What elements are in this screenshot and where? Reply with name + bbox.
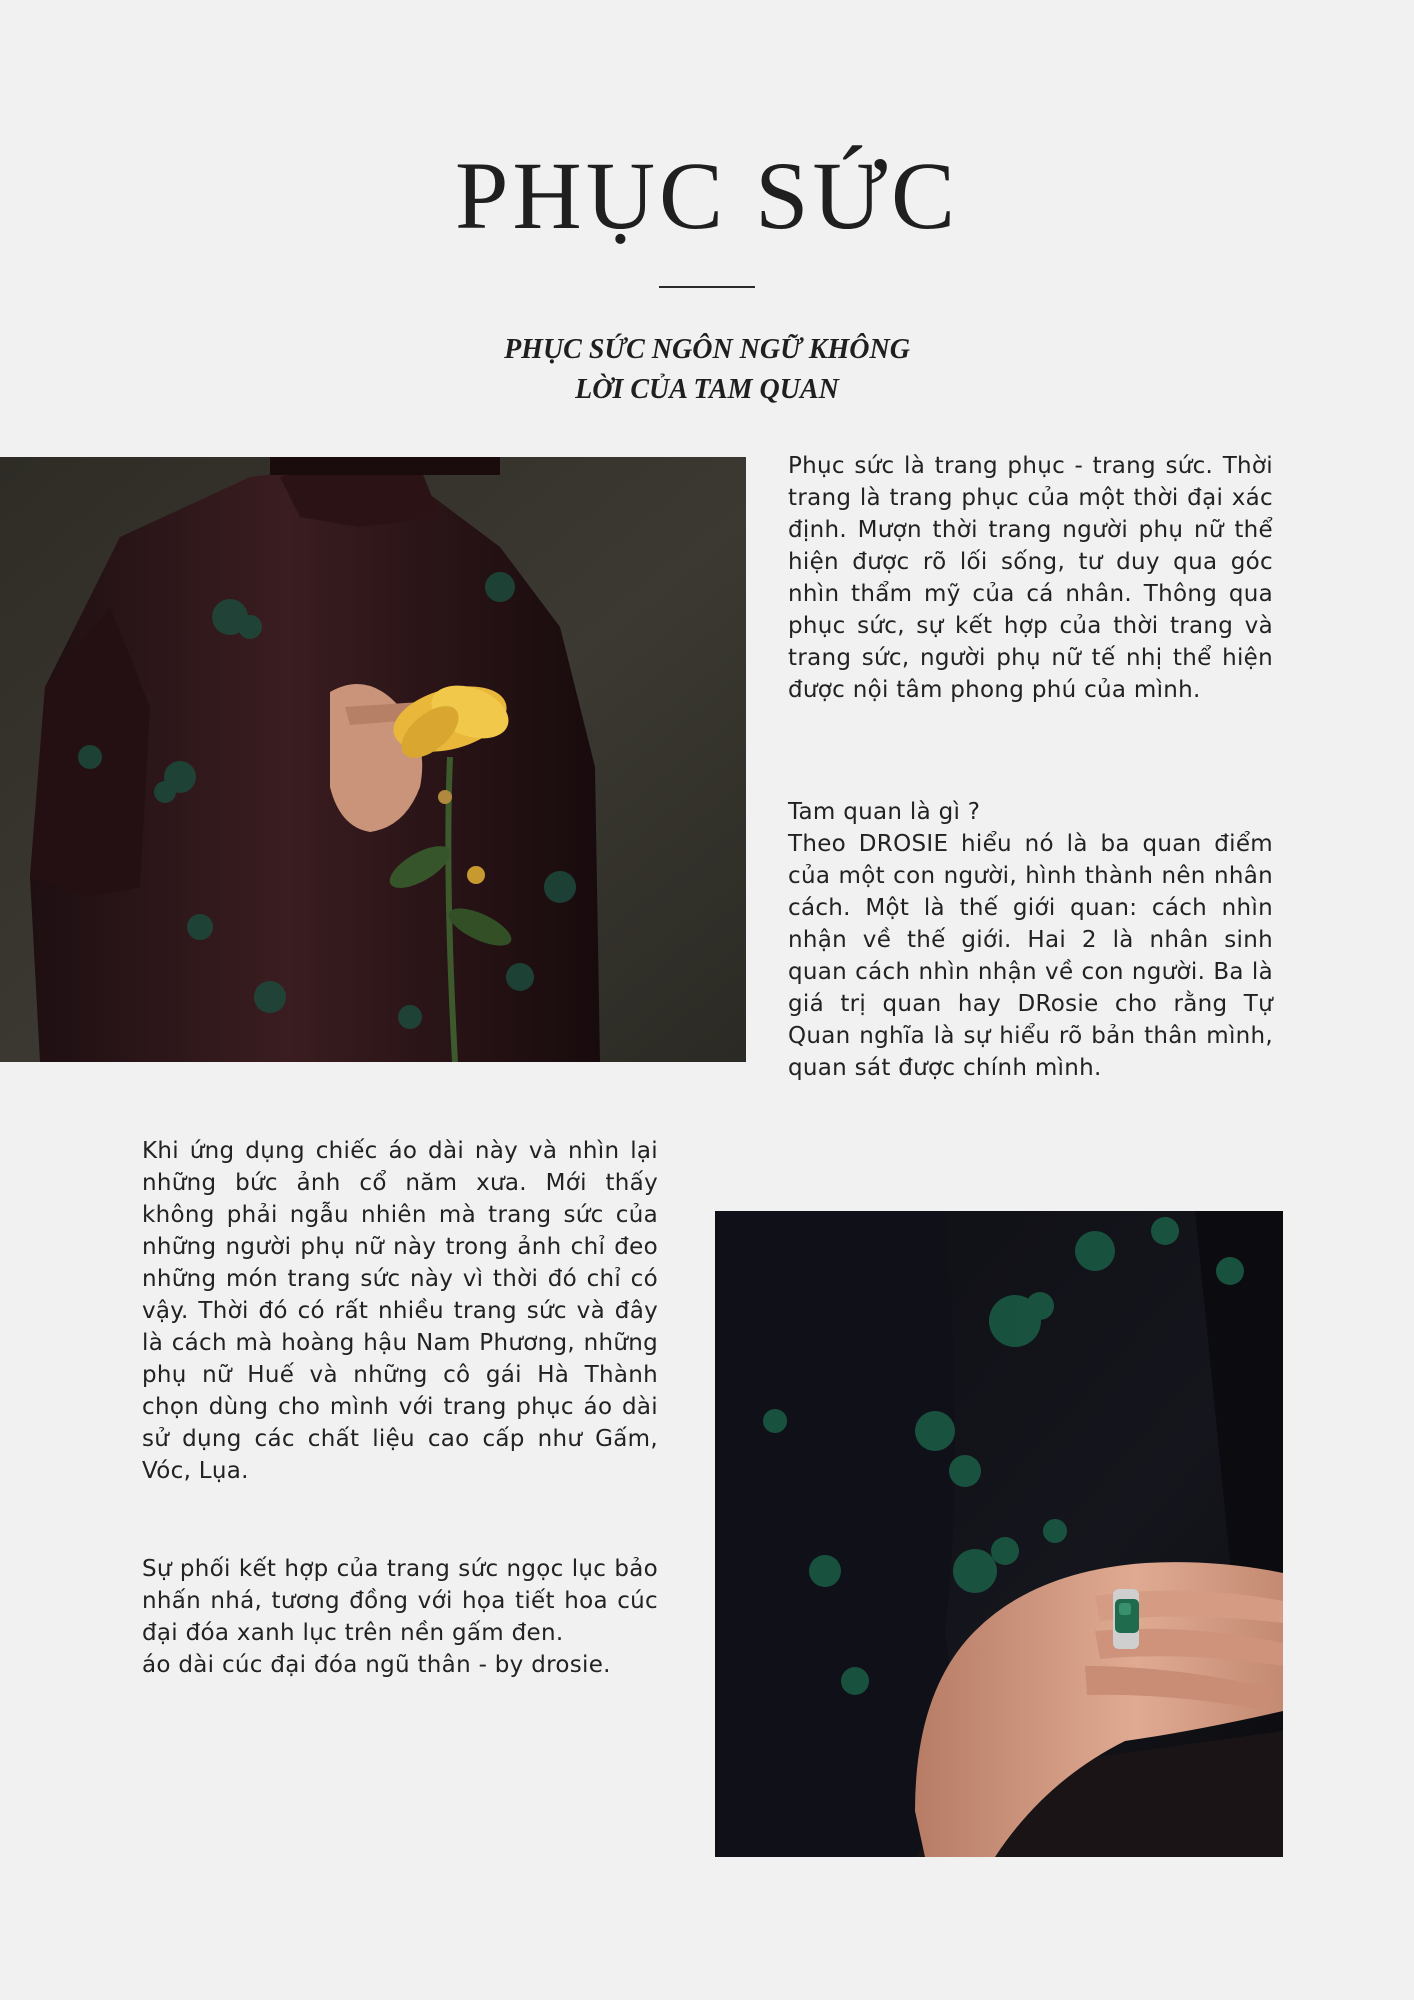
intro-text: Phục sức là trang phục - trang sức. Thời trang là trang phục của một thời đại xác định. Mượn thời trang người phụ nữ thể hiện được rõ lối sống, tư duy qua góc nhìn thẩm mỹ của cá nhân. Thông qua phục sức, sự kết hợp của thời trang và trang sức, người phụ nữ tế nhị thể hiện được nội tâm phong phú của mình. [788,453,1273,703]
page-subtitle [357,330,1057,410]
tamquan-paragraph [788,796,1273,1084]
history-paragraph [142,1135,658,1487]
subtitle-line-1: PHỤC SỨC NGÔN NGỮ KHÔNG [504,334,910,365]
title-divider [659,286,755,288]
history-text: Khi ứng dụng chiếc áo dài này và nhìn lại những bức ảnh cổ năm xưa. Mới thấy không phải ngẫu nhiên mà trang sức của những người phụ nữ này trong ảnh chỉ đeo những món trang sức này vì thời đó chỉ có vậy. Thời đó có rất nhiều trang sức và đây là cách mà hoàng hậu Nam Phương, những phụ nữ Huế và những cô gái Hà Thành chọn dùng cho mình với trang phục áo dài sử dụng các chất liệu cao cấp như Gấm, Vóc, Lụa. [142,1138,658,1484]
photo-emerald-ring [715,1211,1283,1857]
credit-text: áo dài cúc đại đóa ngũ thân - by drosie. [142,1652,611,1678]
page-title: PHỤC SỨC [455,142,959,249]
photo-chrysanthemum-image [0,457,746,1062]
photo-woman-with-chrysanthemum [0,457,746,1062]
photo-emerald-ring-image [715,1211,1283,1857]
intro-paragraph [788,450,1273,706]
pairing-paragraph [142,1553,658,1681]
subtitle-line-2: LỜI CỦA TAM QUAN [575,374,839,405]
tamquan-heading: Tam quan là gì ? [788,799,981,825]
pairing-text: Sự phối kết hợp của trang sức ngọc lục bảo nhấn nhá, tương đồng với họa tiết hoa cúc đại đóa xanh lục trên nền gấm đen. [142,1556,658,1646]
tamquan-body: Theo DROSIE hiểu nó là ba quan điểm của một con người, hình thành nên nhân cách. Một là thế giới quan: cách nhìn nhận về thế giới. Hai 2 là nhân sinh quan cách nhìn nhận về con người. Ba là giá trị quan hay DRosie cho rằng Tự Quan nghĩa là sự hiểu rõ bản thân mình, quan sát được chính mình. [788,831,1273,1081]
